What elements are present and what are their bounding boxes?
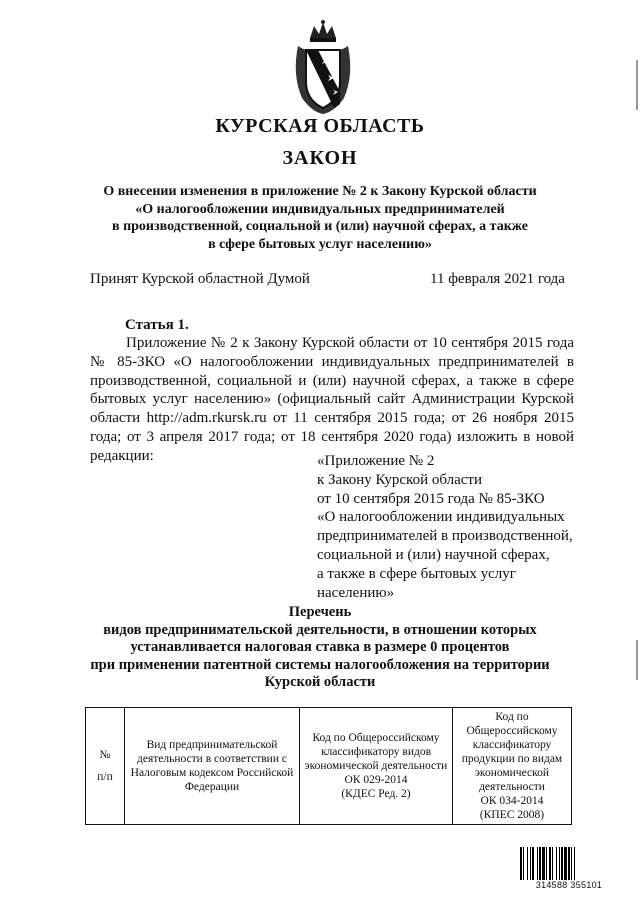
col-activity-header: Вид предпринимательской деятельности в соответствии с Налоговым кодексом Российской Федерации xyxy=(125,708,300,825)
barcode-bar xyxy=(564,847,567,881)
subject-line: О внесении изменения в приложение № 2 к Закону Курской области xyxy=(103,184,537,199)
okpd-label: Код по Общероссийскому классификатору продукции по видам экономической деятельности xyxy=(461,711,563,793)
document-type-heading: ЗАКОН xyxy=(282,147,358,169)
scan-edge-mark xyxy=(636,60,638,110)
barcode-bar xyxy=(571,847,572,881)
barcode-bar xyxy=(552,847,553,881)
barcode-bar xyxy=(527,847,528,881)
article-title: Статья 1. xyxy=(125,317,189,333)
col-okved-header xyxy=(300,708,453,825)
okved-code: ОК 029-2014 xyxy=(344,774,408,786)
okved-edition: (КДЕС Ред. 2) xyxy=(341,788,411,800)
list-title-line: при применении патентной системы налогообложения на территории xyxy=(90,656,550,673)
barcode-bar xyxy=(520,847,522,881)
col-number-abbrev: п/п xyxy=(97,771,113,783)
barcode-bar xyxy=(537,847,538,881)
appendix-line: «О налогообложении индивидуальных xyxy=(317,509,565,526)
adopted-by-text: Принят Курской областной Думой xyxy=(90,271,310,287)
barcode-bar xyxy=(574,847,575,881)
scan-edge-mark xyxy=(636,640,638,680)
barcode-bar xyxy=(556,847,557,881)
barcode-bar xyxy=(523,847,524,881)
col-number-symbol: № xyxy=(99,749,111,761)
subject-line: в производственной, социальной и (или) научной сферах, а также xyxy=(112,219,528,234)
appendix-reference-block xyxy=(317,452,597,602)
barcode-bar xyxy=(546,847,547,881)
okpd-edition: (КПЕС 2008) xyxy=(479,809,545,821)
okpd-code: ОК 034-2014 xyxy=(480,795,544,807)
table-header-row xyxy=(86,708,572,825)
article-body-text: Приложение № 2 к Закону Курской области от 10 сентября 2015 года № 85-ЗКО «О налогообложении индивидуальных предпринимателей в производственной, социальной и (или) научной сферах, а также в сфере бытовых услуг населению» (официальный сайт Администрации Курской области http://adm.rkursk.ru от 11 сентября 2015 года; от 26 ноября 2015 года; от 3 апреля 2017 года; от 18 сентября 2020 года) изложить в новой редакции: xyxy=(90,335,574,464)
law-subject-title xyxy=(0,183,640,253)
list-title-line: Курской области xyxy=(264,674,376,690)
okved-label: Код по Общероссийскому классификатору видов экономической деятельности xyxy=(304,732,448,772)
barcode-bar xyxy=(559,847,560,881)
appendix-line: к Закону Курской области xyxy=(317,471,482,488)
barcode-bar xyxy=(568,847,570,881)
appendix-line: от 10 сентября 2015 года № 85-ЗКО xyxy=(317,490,545,507)
barcode-bar xyxy=(532,847,534,881)
barcode-number: 314588 355101 xyxy=(519,880,619,890)
appendix-line: населению» xyxy=(317,584,395,601)
barcode-bar xyxy=(530,847,531,881)
subject-line: «О налогообложении индивидуальных предпринимателей xyxy=(135,201,505,217)
appendix-line: предпринимателей в производственной, xyxy=(317,528,573,545)
appendix-line: социальной и (или) научной сферах, xyxy=(317,546,550,563)
appendix-line: «Приложение № 2 xyxy=(317,453,435,469)
list-title xyxy=(0,604,640,692)
subject-line: в сфере бытовых услуг населению» xyxy=(208,236,432,252)
adoption-date: 11 февраля 2021 года xyxy=(430,271,565,287)
col-okpd-header xyxy=(453,708,572,825)
appendix-line: а также в сфере бытовых услуг xyxy=(317,565,516,582)
barcode-bar xyxy=(542,847,545,881)
region-heading: КУРСКАЯ ОБЛАСТЬ xyxy=(215,115,425,137)
barcode-bar xyxy=(549,847,551,881)
activities-table xyxy=(85,707,572,825)
list-title-line: устанавливается налоговая ставка в размере 0 процентов xyxy=(130,639,510,655)
list-title-line: видов предпринимательской деятельности, в отношении которых xyxy=(103,621,537,638)
barcode-bar xyxy=(561,847,563,881)
col-number-header xyxy=(86,708,125,825)
barcode-bar xyxy=(539,847,541,881)
list-title-line: Перечень xyxy=(288,604,352,620)
coat-of-arms-emblem xyxy=(288,20,358,115)
